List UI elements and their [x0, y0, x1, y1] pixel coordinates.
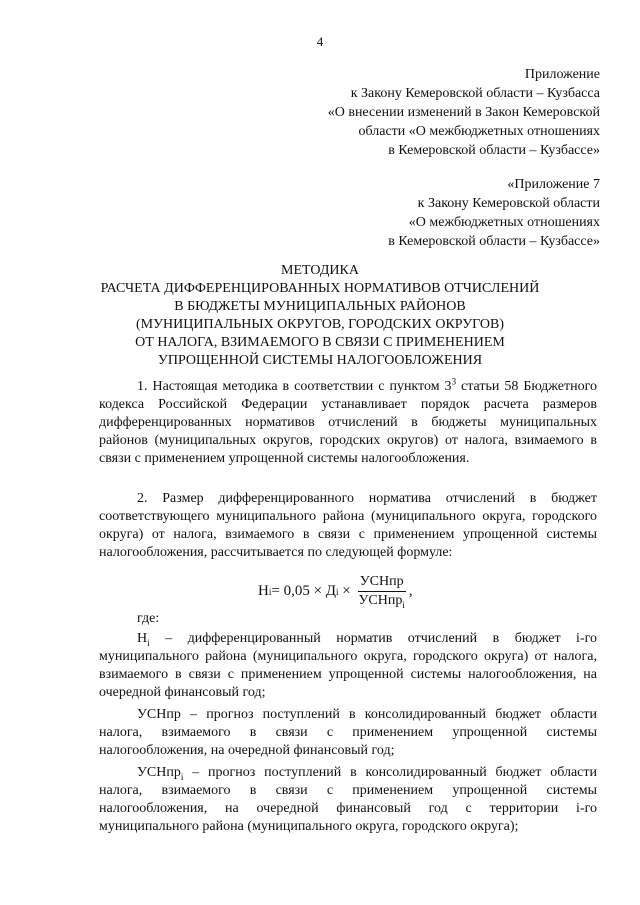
- definition-symbol: УСНпр: [137, 707, 181, 722]
- title-line: РАСЧЕТА ДИФФЕРЕНЦИРОВАННЫХ НОРМАТИВОВ ОТЧИСЛЕНИЙ: [100, 281, 540, 296]
- paragraph-1-text: [99, 378, 597, 468]
- para1-superscript: 3: [451, 376, 457, 387]
- title-line: УПРОЩЕННОЙ СИСТЕМЫ НАЛОГООБЛОЖЕНИЯ: [157, 353, 483, 368]
- formula: Н i = 0,05 × Д i × $\frac{\text{УСНпр}}{УСНпр_i}$ ,: [258, 574, 413, 610]
- appendix-header: [328, 65, 600, 160]
- definition-symbol: Н: [137, 631, 148, 646]
- definition-symbol-sub: i: [180, 771, 184, 782]
- appendix7-header-line: в Кемеровской области – Кузбассе»: [388, 234, 600, 249]
- formula-fraction: [357, 574, 407, 609]
- definitions: [99, 630, 597, 840]
- appendix7-header-line: «О межбюджетных отношениях: [408, 215, 600, 230]
- definition-symbol-sub: i: [147, 637, 150, 648]
- formula-denominator: УСНпр: [358, 593, 403, 608]
- document-title: [60, 262, 580, 370]
- para1-part-b: статьи 58 Бюджетного кодекса Российской Федерации устанавливает порядок расчета размеров дифференцированных нормативов отчислений в бюджеты муниципальных районов (муниципальных округов, городских округов) от налога, взимаемого в связи с применением упрощенной системы налогообложения.: [99, 379, 597, 466]
- paragraph-2: [99, 490, 597, 562]
- title-line: (МУНИЦИПАЛЬНЫХ ОКРУГОВ, ГОРОДСКИХ ОКРУГОВ): [136, 317, 504, 332]
- title-line: ОТ НАЛОГА, ВЗИМАЕМОГО В СВЯЗИ С ПРИМЕНЕНИЕМ: [135, 335, 505, 350]
- para1-part-a: 1. Настоящая методика в соответствии с пунктом 3: [137, 379, 452, 394]
- definition-item: [99, 706, 597, 760]
- formula-middle: = 0,05 × Д: [271, 583, 337, 599]
- definition-text: – прогноз поступлений в консолидированный бюджет области налога, взимаемого в связи с применением упрощенной системы налогообложения, на очередной финансовый год с территории i-го муниципального района (муниципального округа, городского округа);: [99, 765, 597, 834]
- paragraph-1: [99, 378, 597, 468]
- formula-times: ×: [338, 583, 355, 599]
- definition-symbol: УСНпр: [137, 765, 181, 780]
- definition-text: – прогноз поступлений в консолидированный бюджет области налога, взимаемого в связи с применением упрощенной системы налогообложения, на очередной финансовый год;: [99, 707, 597, 758]
- formula-numerator: УСНпр: [358, 574, 406, 592]
- definition-text: – дифференцированный норматив отчислений в бюджет i-го муниципального района (муниципального округа, городского округа) от налога, взимаемого в связи с применением упрощенной системы налогообложения, на очередной финансовый год;: [99, 631, 597, 700]
- appendix-header-line: к Закону Кемеровской области – Кузбасса: [350, 86, 600, 101]
- appendix7-header-line: «Приложение 7: [507, 177, 600, 192]
- appendix-header-line: Приложение: [524, 67, 600, 82]
- definition-item: [99, 764, 597, 836]
- appendix-header-line: «О внесении изменений в Закон Кемеровской: [327, 105, 600, 120]
- title-line: МЕТОДИКА: [281, 263, 359, 278]
- formula-denominator-wrap: [357, 592, 407, 609]
- appendix7-header: [388, 175, 600, 251]
- appendix7-header-line: к Закону Кемеровской области: [417, 196, 600, 211]
- formula-lhs: Н: [258, 583, 269, 599]
- title-line: В БЮДЖЕТЫ МУНИЦИПАЛЬНЫХ РАЙОНОВ: [174, 299, 466, 314]
- page-number: 4: [316, 34, 324, 49]
- appendix-header-line: области «О межбюджетных отношениях: [358, 124, 600, 139]
- where-label: где:: [137, 611, 160, 626]
- appendix-header-line: в Кемеровской области – Кузбассе»: [388, 143, 600, 158]
- paragraph-2-text: 2. Размер дифференцированного норматива отчислений в бюджет соответствующего муниципального района (муниципального округа, городского округа) от налога, взимаемого в связи с применением упрощенной системы налогообложения, рассчитывается по следующей формуле:: [99, 491, 597, 560]
- formula-trailing: ,: [408, 583, 413, 599]
- formula-denominator-sub: i: [402, 599, 405, 610]
- definition-item: [99, 630, 597, 702]
